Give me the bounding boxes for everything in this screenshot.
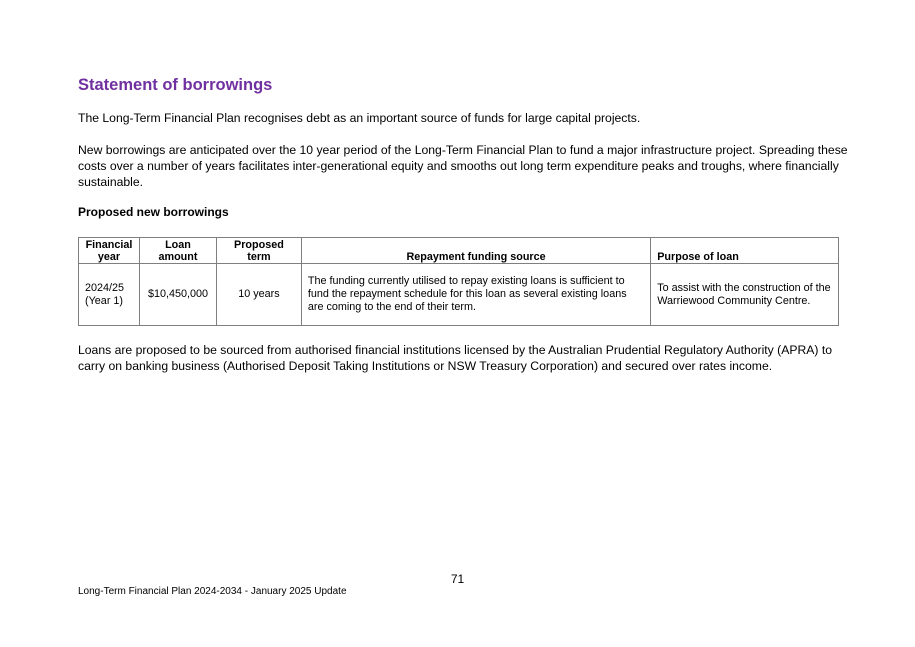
header-loan-amount: Loan amount: [139, 238, 216, 264]
header-repayment-source: Repayment funding source: [301, 238, 650, 264]
footer-document-name: Long-Term Financial Plan 2024-2034 - January 2025 Update: [78, 586, 347, 597]
cell-proposed-term: 10 years: [216, 264, 301, 326]
closing-paragraph: Loans are proposed to be sourced from authorised financial institutions licensed by the Australian Prudential Regulatory Authority (APRA) to carry on banking business (Authorised Deposit Taking Institutions or NSW Treasury Corporation) and secured over rates income.: [78, 343, 833, 373]
borrowings-table: [78, 237, 839, 326]
cell-purpose: To assist with the construction of the Warriewood Community Centre.: [651, 264, 839, 326]
header-financial-year: Financial year: [79, 238, 140, 264]
table-row: [79, 264, 839, 326]
section-subheading: Proposed new borrowings: [78, 205, 229, 219]
page-number: 71: [450, 572, 465, 586]
cell-repayment-source: The funding currently utilised to repay existing loans is sufficient to fund the repayment schedule for this loan as several existing loans are coming to the end of their term.: [301, 264, 650, 326]
header-purpose: Purpose of loan: [651, 238, 839, 264]
cell-loan-amount: $10,450,000: [139, 264, 216, 326]
header-proposed-term: Proposed term: [216, 238, 301, 264]
intro-paragraph: The Long-Term Financial Plan recognises debt as an important source of funds for large capital projects.: [78, 111, 641, 125]
borrowings-paragraph: New borrowings are anticipated over the 10 year period of the Long-Term Financial Plan to fund a major infrastructure project. Spreading these costs over a number of years facilitates inter-generational equity and smooths out long term expenditure peaks and troughs, where financially sustainable.: [78, 143, 848, 189]
page-title: Statement of borrowings: [78, 76, 273, 94]
cell-financial-year: 2024/25 (Year 1): [79, 264, 140, 326]
table-header-row: [79, 238, 839, 264]
